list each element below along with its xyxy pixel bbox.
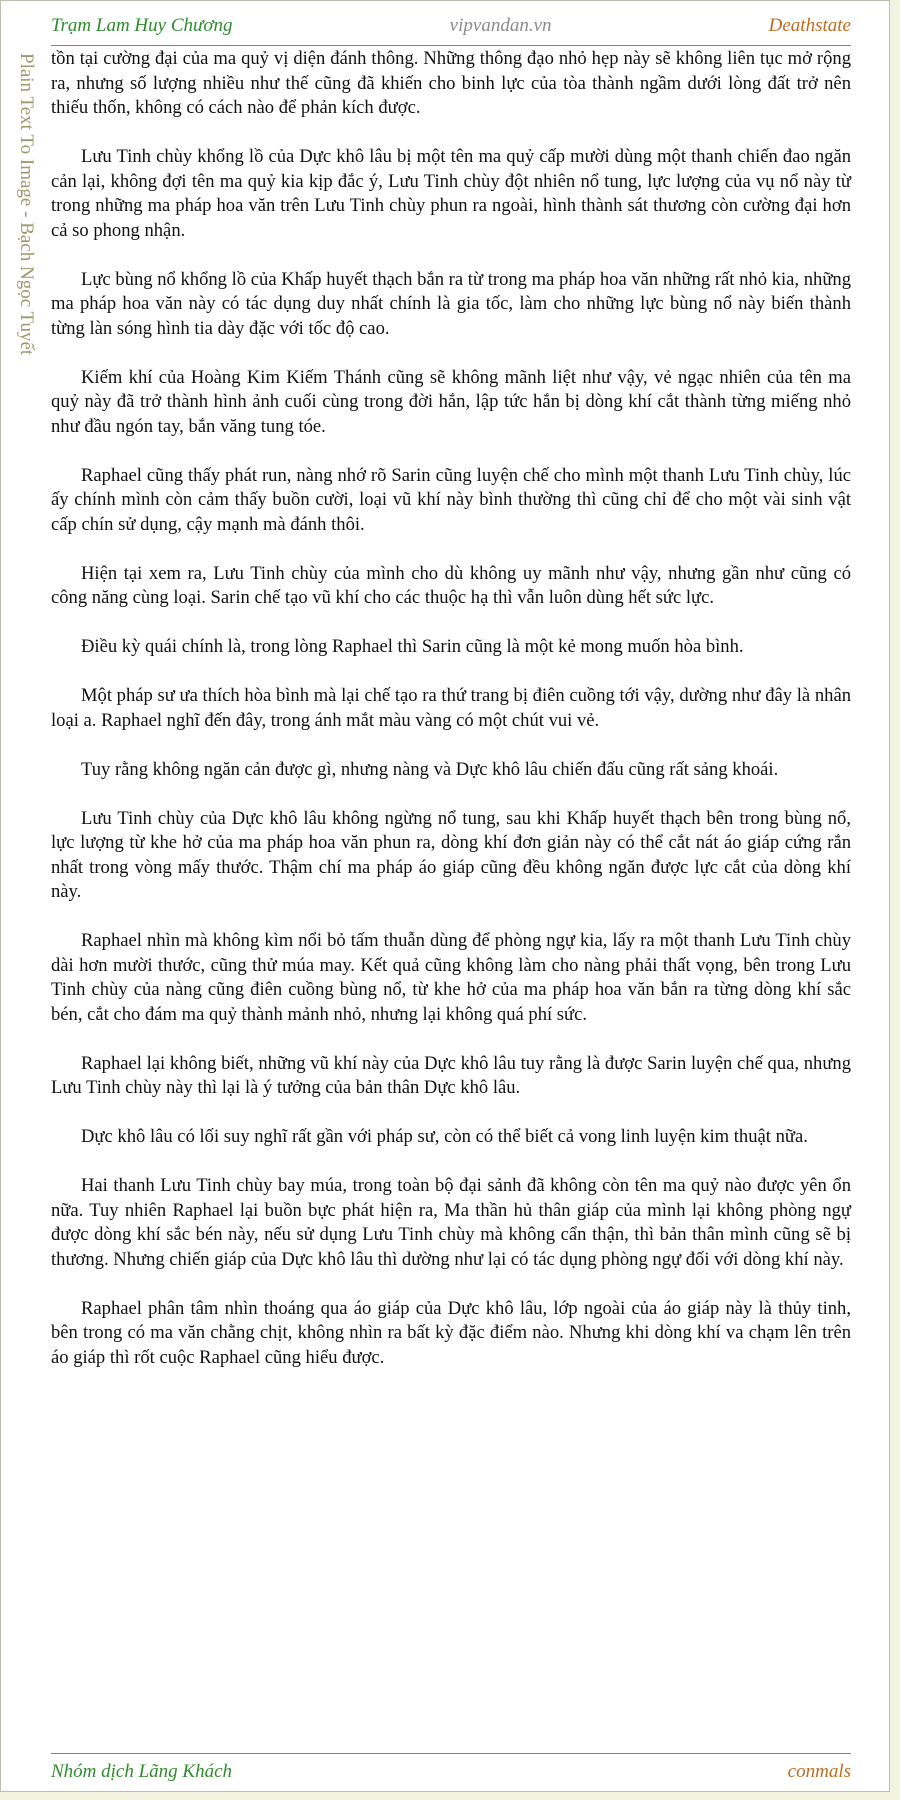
paragraph: Raphael lại không biết, những vũ khí này của Dực khô lâu tuy rằng là được Sarin luyện chế qua, nhưng Lưu Tinh chùy này thì lại là ý tưởng của bản thân Dực khô lâu. — [51, 1052, 851, 1098]
paragraph: Lưu Tinh chùy khổng lồ của Dực khô lâu bị một tên ma quỷ cấp mười dùng một thanh chiến đao ngăn cản lại, không đợi tên ma quỷ kia kịp đắc ý, Lưu Tinh chùy đột nhiên nổ tung, lực lượng của vụ nổ này từ trong những ma pháp hoa văn trên Lưu Tinh chùy phun ra ngoài, hình thành sát thương còn cường đại hơn cả so phong nhận. — [51, 146, 851, 241]
paragraph: Điều kỳ quái chính là, trong lòng Raphael thì Sarin cũng là một kẻ mong muốn hòa bình. — [81, 636, 744, 657]
chapter-text — [51, 47, 851, 1395]
header-website: vipvandan.vn — [449, 15, 552, 36]
paragraph: Dực khô lâu có lối suy nghĩ rất gần với pháp sư, còn có thể biết cả vong linh luyện kim thuật nữa. — [81, 1126, 808, 1147]
paragraph: Kiếm khí của Hoàng Kim Kiếm Thánh cũng sẽ không mãnh liệt như vậy, vẻ ngạc nhiên của tên ma quỷ này đã trở thành hình ảnh cuối cùng trong đời hắn, lập tức hắn bị dòng khí cắt thành từng miếng nhỏ như đầu ngón tay, bắn văng tung tóe. — [51, 366, 851, 437]
paragraph: Lưu Tinh chùy của Dực khô lâu không ngừng nổ tung, sau khi Khấp huyết thạch bên trong bùng nổ, lực lượng từ khe hở của ma pháp hoa văn phun ra, dòng khí đơn giản này có thể cắt nát áo giáp cứng rắn nhất trong vòng mấy thước. Thậm chí ma pháp áo giáp cũng đều không ngăn được lực cắt của dòng khí này. — [51, 807, 851, 902]
paragraph: Raphael phân tâm nhìn thoáng qua áo giáp của Dực khô lâu, lớp ngoài của áo giáp này là thủy tinh, bên trong có ma văn chằng chịt, không nhìn ra bất kỳ đặc điểm nào. Nhưng khi dòng khí va chạm lên trên áo giáp thì rốt cuộc Raphael cũng hiểu được. — [51, 1297, 851, 1368]
footer-translator-group: Nhóm dịch Lãng Khách — [51, 1761, 233, 1782]
paragraph: Lực bùng nổ khổng lồ của Khấp huyết thạch bắn ra từ trong ma pháp hoa văn những rất nhỏ kia, những ma pháp hoa văn này có tác dụng duy nhất chính là gia tốc, làm cho những lực bùng nổ này biến thành từng làn sóng hình tia dày đặc với tốc độ cao. — [51, 268, 851, 339]
paragraph: Raphael cũng thấy phát run, nàng nhớ rõ Sarin cũng luyện chế cho mình một thanh Lưu Tinh chùy, lúc ấy chính mình còn cảm thấy buồn cười, loại vũ khí này bình thường thì cũng chỉ để cho một vài sinh vật cấp chín sử dụng, cậy mạnh mà đánh thôi. — [51, 464, 851, 535]
header-author: Deathstate — [768, 15, 851, 36]
footer-divider — [51, 1753, 851, 1754]
footer-editor: conmals — [787, 1761, 851, 1782]
header-divider — [51, 45, 851, 46]
page-header — [51, 11, 851, 41]
paragraph: tồn tại cường đại của ma quỷ vị diện đánh thông. Những thông đạo nhỏ hẹp này sẽ không liên tục mở rộng ra, nhưng số lượng nhiều như thế cũng đã khiến cho binh lực của tòa thành ngầm dưới lòng đất trở nên thiếu thốn, không có cách nào để phản kích được. — [51, 48, 851, 118]
page-footer — [51, 1757, 851, 1787]
paragraph: Raphael nhìn mà không kìm nổi bỏ tấm thuẫn dùng để phòng ngự kia, lấy ra một thanh Lưu Tinh chùy dài hơn mười thước, cũng thử múa may. Kết quả cũng không làm cho nàng phải thất vọng, bên trong Lưu Tinh chùy của nàng cũng điên cuồng bùng nổ, từ khe hở của ma pháp hoa văn bắn ra từng dòng khí sắc bén, cắt cho đám ma quỷ thành mảnh nhỏ, nhưng lại không quá phí sức. — [51, 930, 851, 1025]
paragraph: Tuy rằng không ngăn cản được gì, nhưng nàng và Dực khô lâu chiến đấu cũng rất sảng khoái. — [81, 758, 779, 780]
header-site-name: Trạm Lam Huy Chương — [51, 15, 233, 36]
sidebar-watermark: Plain Text To Image - Bạch Ngọc Tuyết — [16, 53, 37, 356]
paragraph: Hiện tại xem ra, Lưu Tinh chùy của mình cho dù không uy mãnh như vậy, nhưng gần như cũng có công năng cùng loại. Sarin chế tạo vũ khí cho các thuộc hạ thì vẫn luôn dùng hết sức lực. — [51, 562, 851, 608]
paragraph: Hai thanh Lưu Tinh chùy bay múa, trong toàn bộ đại sảnh đã không còn tên ma quỷ nào được yên ổn nữa. Tuy nhiên Raphael lại buồn bực phát hiện ra, Ma thần hủ thân giáp của mình lại không phòng ngự được dòng khí sắc bén này, nếu sử dụng Lưu Tinh chùy mà không cẩn thận, thì bản thân mình cũng sẽ bị thương. Nhưng chiến giáp của Dực khô lâu thì dường như lại có tác dụng phòng ngự đối với dòng khí này. — [51, 1175, 851, 1270]
paragraph: Một pháp sư ưa thích hòa bình mà lại chế tạo ra thứ trang bị điên cuồng tới vậy, dường như đây là nhân loại a. Raphael nghĩ đến đây, trong ánh mắt màu vàng có một chút vui vẻ. — [51, 685, 851, 731]
